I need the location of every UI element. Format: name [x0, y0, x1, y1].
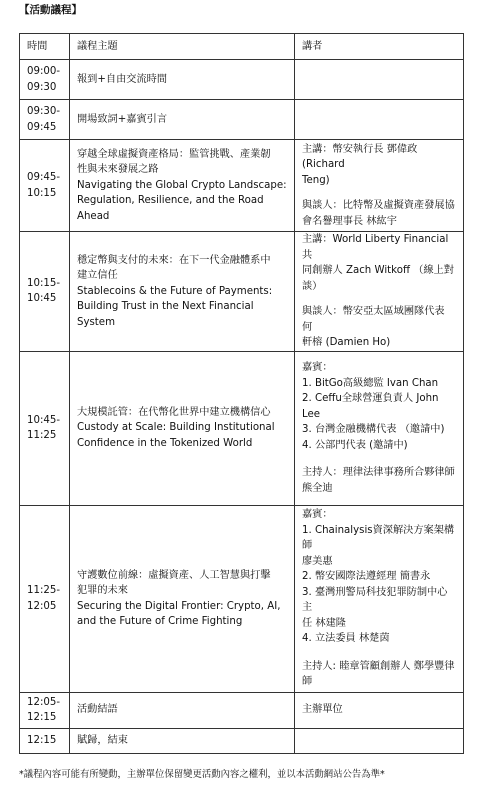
- topic-line: 活動結語: [77, 704, 118, 716]
- speaker-line: 3. 臺灣刑警局科技犯罪防制中心主: [302, 586, 448, 614]
- topic-line: Ahead: [77, 210, 110, 222]
- agenda-topic-cell: [70, 505, 295, 692]
- time-line: 10:45-: [27, 414, 61, 426]
- agenda-speaker-cell: [295, 232, 464, 352]
- speaker-line: 與談人：比特幣及虛擬資產發展協: [302, 200, 455, 212]
- time-line: 10:15: [27, 187, 57, 199]
- agenda-time-cell: [20, 692, 70, 728]
- time-line: 10:15-: [27, 277, 61, 289]
- topic-line: Custody at Scale: Building Institutional: [77, 422, 275, 434]
- topic-line: Stablecoins & the Future of Payments:: [77, 285, 273, 297]
- time-line: 09:30: [27, 81, 57, 93]
- speaker-line: 3. 台灣金融機構代表 （邀請中): [302, 424, 445, 435]
- agenda-row: [20, 60, 464, 100]
- speaker-line: 4. 立法委員 林楚茵: [302, 633, 390, 645]
- agenda-row: [20, 728, 464, 753]
- speaker-line: 與談人：幣安亞太區域團隊代表 何: [302, 306, 445, 333]
- agenda-time-cell: [20, 351, 70, 505]
- time-line: 09:30-: [27, 106, 61, 117]
- agenda-speaker-cell: [295, 100, 464, 140]
- agenda-header-row: [20, 34, 464, 60]
- speaker-line: 主持人: 睦章管顧創辦人 鄭學豐律: [302, 660, 455, 672]
- agenda-row: [20, 692, 464, 728]
- topic-line: 穩定幣與支付的未來：在下一代金融體系中: [77, 254, 271, 266]
- speaker-line: 2. 幣安國際法遵經理 簡書永: [302, 571, 431, 583]
- agenda-topic-cell: [70, 351, 295, 505]
- agenda-speaker-cell: [295, 351, 464, 505]
- footnote: *議程內容可能有所變動，主辦單位保留變更活動內容之權利，並以本活動網站公告為準*: [19, 769, 385, 780]
- topic-line: Building Trust in the Next Financial: [77, 301, 254, 312]
- speaker-line: 任 林建隆: [302, 617, 346, 629]
- speaker-line: 1. BitGo高級總監 Ivan Chan: [302, 377, 439, 389]
- topic-line: 開場致詞+嘉賓引言: [77, 113, 168, 125]
- speaker-line: 1. Chainalysis資深解決方案架構師: [302, 524, 455, 552]
- time-line: 11:25: [27, 430, 57, 441]
- topic-line: Navigating the Global Crypto Landscape:: [77, 179, 287, 191]
- speaker-line: 2. Ceffu全球營運負責人 John Lee: [302, 393, 439, 420]
- topic-line: 守護數位前線：虛擬資產、人工智慧與打擊: [77, 569, 271, 581]
- speaker-line: 4. 公部門代表 (邀請中): [302, 439, 408, 451]
- speaker-line: 會名譽理事長 林紘宇: [302, 215, 397, 227]
- speaker-line: 主講：幣安執行長 鄧偉政(Richard: [302, 143, 418, 171]
- agenda-row: [20, 140, 464, 232]
- speaker-line: 廖美惠: [302, 555, 333, 567]
- column-header-speaker: 講者: [295, 34, 464, 60]
- speaker-line: 主講：World Liberty Financial 共: [302, 234, 449, 261]
- topic-line: 穿越全球虛擬資產格局：監管挑戰、產業韌: [77, 148, 271, 160]
- time-line: 12:15: [27, 712, 57, 723]
- agenda-speaker-cell: [295, 60, 464, 100]
- agenda-row: [20, 100, 464, 140]
- agenda-speaker-cell: [295, 692, 464, 728]
- agenda-row: [20, 505, 464, 692]
- column-header-topic: 議程主題: [70, 34, 295, 60]
- speaker-line: 師: [302, 676, 313, 688]
- speaker-line: 同創辦人 Zach Witkoff （線上對: [302, 265, 454, 276]
- topic-line: 報到+自由交流時間: [77, 73, 168, 85]
- agenda-time-cell: [20, 60, 70, 100]
- time-line: 12:05-: [27, 696, 61, 708]
- agenda-topic-cell: [70, 140, 295, 232]
- speaker-line: 主持人：理律法律事務所合夥律師: [302, 467, 455, 478]
- agenda-time-cell: [20, 232, 70, 352]
- topic-line: Regulation, Resilience, and the Road: [77, 195, 264, 207]
- agenda-topic-cell: [70, 692, 295, 728]
- agenda-table: [19, 33, 464, 754]
- topic-line: Securing the Digital Frontier: Crypto, AI,: [77, 600, 281, 612]
- line-spacer: [302, 294, 456, 304]
- speaker-line: 嘉賓：: [302, 509, 333, 521]
- line-spacer: [302, 453, 456, 465]
- agenda-topic-cell: [70, 100, 295, 140]
- agenda-row: [20, 232, 464, 352]
- agenda-time-cell: [20, 728, 70, 753]
- agenda-row: [20, 351, 464, 505]
- time-line: 09:00-: [27, 66, 61, 77]
- topic-line: 性與未來發展之路: [77, 164, 159, 176]
- topic-line: and the Future of Crime Fighting: [77, 616, 243, 627]
- agenda-topic-cell: [70, 60, 295, 100]
- speaker-line: 談）: [302, 280, 323, 292]
- agenda-speaker-cell: [295, 140, 464, 232]
- line-spacer: [302, 647, 456, 659]
- agenda-time-cell: [20, 140, 70, 232]
- time-line: 09:45-: [27, 172, 61, 183]
- topic-line: 大規模託管：在代幣化世界中建立機構信心: [77, 406, 271, 418]
- agenda-topic-cell: [70, 728, 295, 753]
- agenda-time-cell: [20, 505, 70, 692]
- column-header-time: 時間: [20, 34, 70, 60]
- topic-line: Confidence in the Tokenized World: [77, 437, 253, 449]
- agenda-speaker-cell: [295, 505, 464, 692]
- agenda-speaker-cell: [295, 728, 464, 753]
- time-line: 09:45: [27, 121, 57, 133]
- speaker-line: 軒榕 (Damien Ho): [302, 337, 391, 348]
- topic-line: 建立信任: [77, 270, 118, 281]
- speaker-line: Teng): [302, 174, 330, 186]
- topic-line: 犯罪的未來: [77, 585, 128, 596]
- topic-line: System: [77, 316, 115, 328]
- agenda-time-cell: [20, 100, 70, 140]
- agenda-topic-cell: [70, 232, 295, 352]
- time-line: 12:05: [27, 600, 57, 612]
- topic-line: 賦歸，結束: [77, 734, 128, 746]
- time-line: 12:15: [27, 734, 57, 746]
- line-spacer: [302, 188, 456, 198]
- speaker-line: 熊全迪: [302, 482, 333, 494]
- time-line: 11:25-: [27, 585, 61, 596]
- speaker-line: 主辦單位: [302, 704, 343, 716]
- speaker-line: 嘉賓：: [302, 362, 333, 373]
- time-line: 10:45: [27, 293, 57, 305]
- agenda-heading: 【活動議程】: [19, 4, 82, 16]
